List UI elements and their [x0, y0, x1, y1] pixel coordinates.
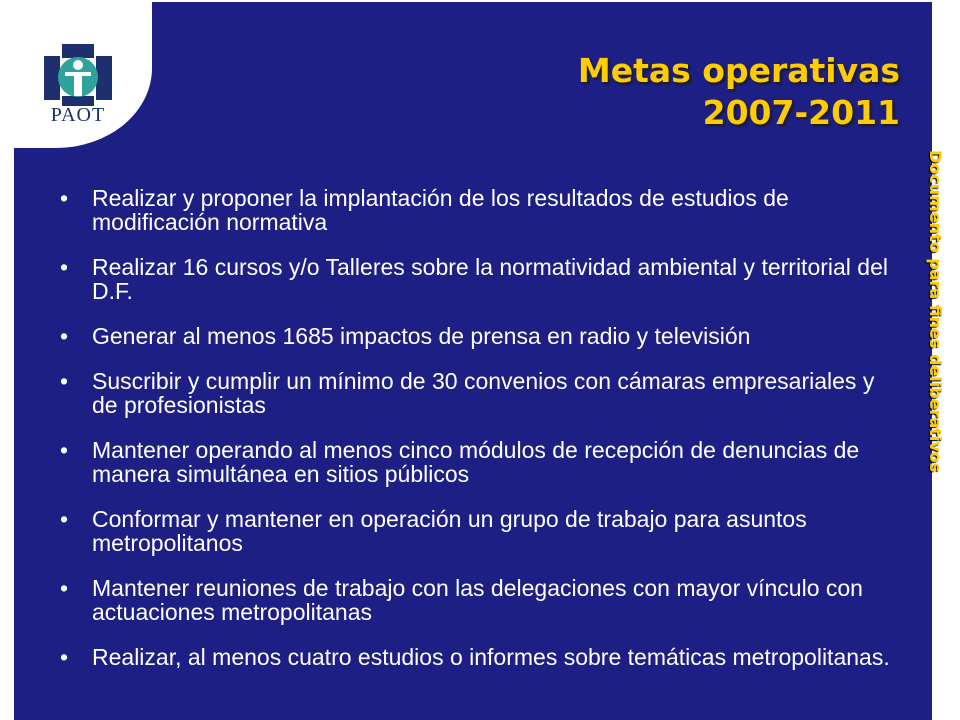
- bullet-icon: •: [60, 644, 69, 670]
- list-item: [56, 438, 906, 486]
- bullet-icon: •: [60, 506, 69, 532]
- list-item-text: Mantener reuniones de trabajo con las delegaciones con mayor vínculo con actuaciones metropolitanas: [92, 575, 863, 625]
- list-item: [56, 369, 906, 417]
- bullet-icon: •: [60, 368, 69, 394]
- list-item-text: Realizar, al menos cuatro estudios o informes sobre temáticas metropolitanas.: [92, 644, 890, 670]
- list-item: [56, 645, 906, 669]
- title-line-1: Metas operativas: [577, 51, 900, 90]
- list-item: [56, 324, 906, 348]
- bullet-icon: •: [60, 437, 69, 463]
- bullet-icon: •: [60, 185, 69, 211]
- bullet-icon: •: [60, 254, 69, 280]
- list-item-text: Mantener operando al menos cinco módulos de recepción de denuncias de manera simultánea en sitios públicos: [92, 437, 860, 487]
- bullet-icon: •: [60, 323, 69, 349]
- logo-text: PAOT: [50, 104, 106, 126]
- list-item: [56, 186, 906, 234]
- list-item-text: Suscribir y cumplir un mínimo de 30 convenios con cámaras empresariales y de profesionistas: [92, 368, 875, 418]
- title-line-2: 2007-2011: [702, 93, 900, 132]
- bullet-icon: •: [60, 575, 69, 601]
- list-item: [56, 255, 906, 303]
- slide-title: [380, 50, 900, 134]
- list-item-text: Realizar y proponer la implantación de los resultados de estudios de modificación normativa: [92, 185, 789, 235]
- list-item-text: Generar al menos 1685 impactos de prensa en radio y televisión: [92, 323, 751, 349]
- list-item: [56, 576, 906, 624]
- list-item-text: Conformar y mantener en operación un grupo de trabajo para asuntos metropolitanos: [92, 506, 807, 556]
- bullet-list: [56, 186, 906, 690]
- side-note: Documento para fines deliberativos: [926, 150, 945, 473]
- list-item-text: Realizar 16 cursos y/o Talleres sobre la normatividad ambiental y territorial del D.F.: [92, 254, 888, 304]
- list-item: [56, 507, 906, 555]
